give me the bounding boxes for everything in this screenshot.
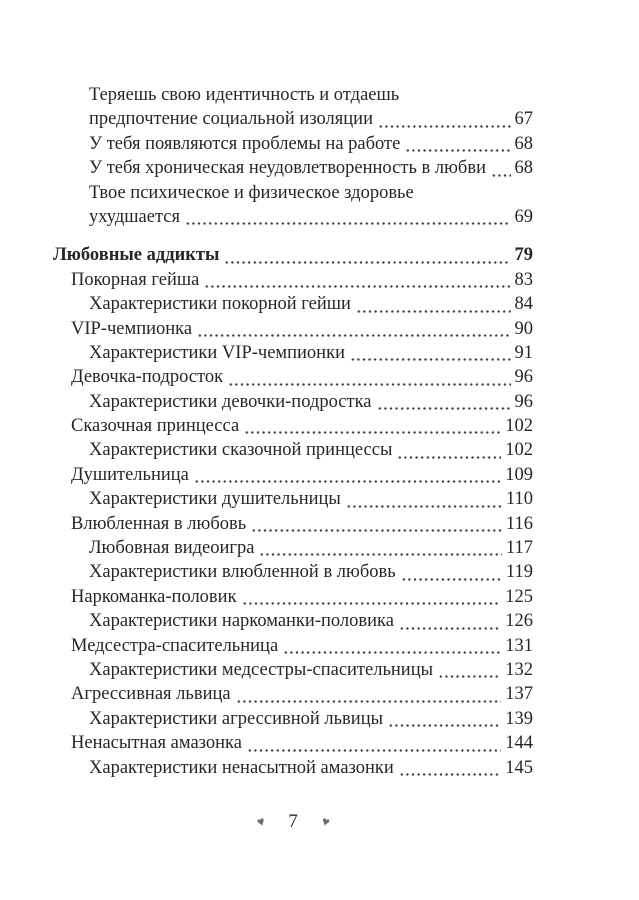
toc-entry — [53, 634, 533, 658]
dot-leader — [259, 553, 501, 556]
entry-page-number: 90 — [514, 318, 533, 339]
entry-page-number: 84 — [514, 294, 533, 315]
toc-entry — [53, 317, 533, 341]
dot-leader — [491, 174, 511, 177]
toc-entry — [53, 756, 533, 780]
entry-page-number: 109 — [505, 464, 533, 485]
dot-leader — [197, 334, 510, 337]
toc-entry — [53, 414, 533, 438]
toc-entry — [53, 243, 533, 267]
dot-leader — [388, 724, 501, 727]
entry-label: Характеристики душительницы — [89, 489, 341, 510]
entry-page-number: 102 — [505, 416, 533, 437]
dot-leader — [204, 285, 510, 288]
entry-page-number: 131 — [505, 635, 533, 656]
entry-page-number: 67 — [514, 109, 533, 130]
toc-entry — [53, 707, 533, 731]
toc-entry — [53, 365, 533, 389]
toc-entry — [53, 268, 533, 292]
entry-label: Покорная гейша — [71, 269, 200, 290]
entry-page-number: 96 — [514, 367, 533, 388]
dot-leader — [399, 627, 501, 630]
entry-page-number: 83 — [514, 269, 533, 290]
dot-leader — [283, 651, 501, 654]
dot-leader — [185, 222, 511, 225]
entry-page-number: 68 — [514, 133, 533, 154]
dot-leader — [242, 602, 502, 605]
dot-leader — [377, 407, 511, 410]
toc-entry — [53, 107, 533, 131]
toc-entry — [53, 463, 533, 487]
dot-leader — [405, 149, 510, 152]
dot-leader — [378, 125, 511, 128]
entry-label: Медсестра-спасительница — [71, 635, 279, 656]
entry-label: Характеристики ненасытной амазонки — [89, 757, 394, 778]
dot-leader — [346, 505, 502, 508]
entry-page-number: 68 — [514, 158, 533, 179]
dot-leader — [350, 358, 511, 361]
toc-entry — [53, 181, 533, 205]
dot-leader — [399, 773, 501, 776]
toc-entry — [53, 205, 533, 229]
entry-page-number: 91 — [514, 342, 533, 363]
entry-label: предпочтение социальной изоляции — [89, 109, 373, 130]
entry-label: Девочка-подросток — [71, 367, 224, 388]
entry-label: У тебя хроническая неудовлетворенность в любви — [89, 158, 486, 179]
toc-entry — [53, 156, 533, 180]
entry-page-number: 132 — [505, 659, 533, 680]
dot-leader — [244, 431, 501, 434]
entry-label: Наркоманка-половик — [71, 586, 237, 607]
toc-entry — [53, 536, 533, 560]
entry-label: Агрессивная львица — [71, 684, 231, 705]
entry-label: Характеристики покорной гейши — [89, 294, 351, 315]
entry-label: Характеристики влюбленной в любовь — [89, 562, 396, 583]
dot-leader — [236, 700, 502, 703]
toc-entry — [53, 658, 533, 682]
entry-label: У тебя появляются проблемы на работе — [89, 133, 401, 154]
toc-entry — [53, 512, 533, 536]
entry-page-number: 137 — [505, 684, 533, 705]
dot-leader — [438, 675, 501, 678]
entry-page-number: 96 — [514, 391, 533, 412]
dot-leader — [251, 529, 502, 532]
toc-entry — [53, 438, 533, 462]
entry-label: Душительница — [71, 464, 189, 485]
entry-label: ухудшается — [89, 206, 180, 227]
dot-leader — [228, 383, 510, 386]
toc-entry — [53, 609, 533, 633]
entry-label: Влюбленная в любовь — [71, 513, 247, 534]
toc-entry — [53, 292, 533, 316]
entry-page-number: 145 — [505, 757, 533, 778]
entry-page-number: 139 — [505, 708, 533, 729]
dot-leader — [356, 310, 511, 313]
dot-leader — [401, 578, 502, 581]
toc-entry — [53, 560, 533, 584]
dot-leader — [224, 261, 510, 264]
entry-label: Характеристики VIP-чемпионки — [89, 342, 345, 363]
page-footer — [53, 810, 533, 834]
entry-label: Сказочная принцесса — [71, 416, 240, 437]
toc-entry — [53, 83, 533, 107]
dot-leader — [194, 480, 501, 483]
entry-label: Характеристики сказочной принцессы — [89, 440, 393, 461]
entry-page-number: 79 — [514, 245, 533, 266]
dot-leader — [397, 456, 501, 459]
entry-label: Характеристики девочки-подростка — [89, 391, 372, 412]
toc-entry — [53, 487, 533, 511]
toc-entry — [53, 132, 533, 156]
entry-page-number: 144 — [505, 733, 533, 754]
heart-icon: ♥ — [319, 813, 332, 831]
entry-label: Твое психическое и физическое здоровье — [89, 182, 414, 203]
toc-entry — [53, 585, 533, 609]
toc-entry — [53, 341, 533, 365]
entry-page-number: 110 — [505, 489, 533, 510]
entry-label: Любовная видеоигра — [89, 538, 255, 559]
entry-page-number: 126 — [505, 611, 533, 632]
entry-label: Характеристики медсестры-спасительницы — [89, 659, 434, 680]
entry-label: Характеристики наркоманки-половика — [89, 611, 394, 632]
entry-page-number: 117 — [505, 538, 533, 559]
entry-page-number: 125 — [505, 586, 533, 607]
entry-page-number: 102 — [505, 440, 533, 461]
table-of-contents — [53, 83, 533, 780]
entry-label: Ненасытная амазонка — [71, 733, 242, 754]
toc-entry — [53, 731, 533, 755]
folio-page-number: 7 — [288, 810, 298, 832]
toc-entry — [53, 682, 533, 706]
entry-page-number: 119 — [505, 562, 533, 583]
entry-label: Характеристики агрессивной львицы — [89, 708, 384, 729]
entry-page-number: 116 — [505, 513, 533, 534]
entry-label: VIP-чемпионка — [71, 318, 193, 339]
toc-entry — [53, 390, 533, 414]
dot-leader — [247, 749, 501, 752]
entry-label: Теряешь свою идентичность и отдаешь — [89, 85, 400, 105]
entry-page-number: 69 — [514, 206, 533, 227]
entry-label: Любовные аддикты — [53, 245, 220, 266]
heart-icon: ♥ — [254, 813, 267, 831]
